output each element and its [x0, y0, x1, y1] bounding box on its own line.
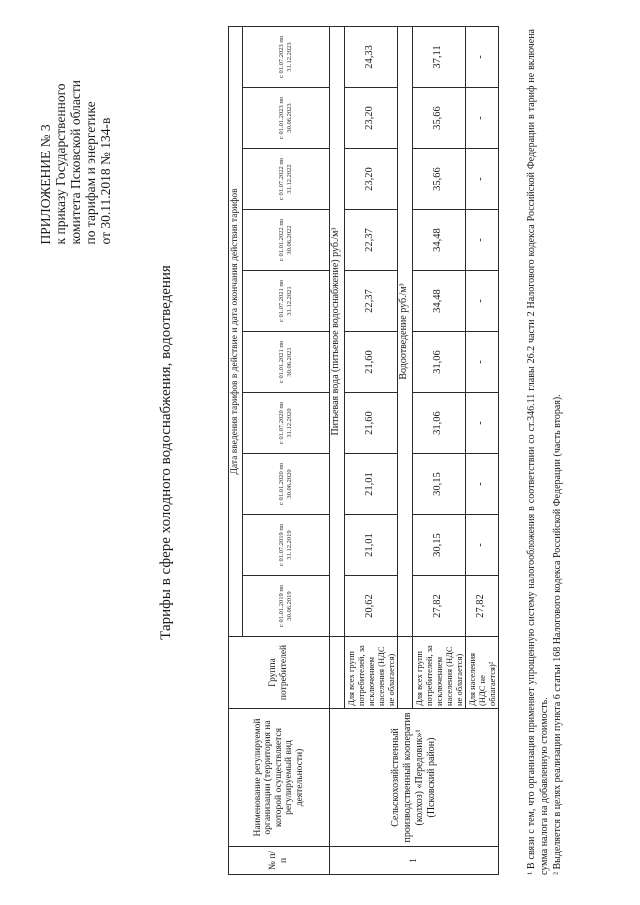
pop-value-2: -: [465, 515, 498, 576]
period-1: с 01.01.2019 по 30.06.2019: [242, 576, 329, 637]
sewer-value-7: 34,48: [412, 210, 465, 271]
period-5: с 01.01.2021 по 30.06.2021: [242, 332, 329, 393]
appendix-line-4: по тарифам и энергетике: [83, 101, 98, 245]
footnote-1: ¹ В связи с тем, что организация применяет упрощенную систему налогообложения в соответствии со ст.346.11 главы 26.2 части 2 Налогового кодекса Российской Федерации в тариф не включена сумма налога на добавленную стоимость.: [526, 29, 550, 875]
sewer-value-2: 30,15: [412, 515, 465, 576]
water-value-3: 21,01: [344, 454, 397, 515]
sewer-value-10: 37,11: [412, 26, 465, 87]
footnotes: [525, 29, 564, 875]
section-drinking-water: Питьевая вода (питьевое водоснабжение) руб./м³: [329, 26, 344, 636]
appendix-line-1: ПРИЛОЖЕНИЕ № 3: [38, 124, 53, 245]
header-consumer-group: Группа потребителей: [229, 637, 330, 709]
water-value-6: 22,37: [344, 271, 397, 332]
water-value-1: 20,62: [344, 576, 397, 637]
period-6: с 01.07.2021 по 31.12.2021: [242, 271, 329, 332]
period-9: с 01.01.2023 по 30.06.2023: [242, 88, 329, 149]
period-4: с 01.07.2020 по 31.12.2020: [242, 393, 329, 454]
pop-value-4: -: [465, 393, 498, 454]
period-7: с 01.01.2022 по 30.06.2022: [242, 210, 329, 271]
footnote-2: ² Выделяется в целях реализации пункта 6 статьи 168 Налогового кодекса Российской Федерации (часть вторая).: [552, 394, 563, 875]
sewer-value-5: 31,06: [412, 332, 465, 393]
group-population-sewer: Для населения (НДС не облагается)²: [465, 637, 498, 709]
pop-value-9: -: [465, 88, 498, 149]
water-value-2: 21,01: [344, 515, 397, 576]
header-dates: Дата введения тарифов в действие и дата окончания действия тарифов: [229, 26, 243, 636]
organization-name: Сельскохозяйственный производственный кооператив (колхоз) «Передовик»¹ (Псковский район): [329, 709, 498, 847]
sewer-value-9: 35,66: [412, 88, 465, 149]
document-title: Тарифы в сфере холодного водоснабжения, водоотведения: [158, 265, 174, 640]
section-sewerage: Водоотведение руб./м³: [397, 26, 412, 636]
section-spacer: [329, 637, 344, 709]
period-2: с 01.07.2019 по 31.12.2019: [242, 515, 329, 576]
water-value-5: 21,60: [344, 332, 397, 393]
section-spacer: [397, 637, 412, 709]
water-value-4: 21,60: [344, 393, 397, 454]
period-10: с 01.07.2023 по 31.12.2023: [242, 26, 329, 87]
header-number: № п/п: [229, 847, 330, 875]
sewer-value-3: 30,15: [412, 454, 465, 515]
period-3: с 01.01.2020 по 30.06.2020: [242, 454, 329, 515]
water-value-10: 24,33: [344, 26, 397, 87]
water-value-7: 22,37: [344, 210, 397, 271]
pop-value-10: -: [465, 26, 498, 87]
sewer-value-4: 31,06: [412, 393, 465, 454]
pop-value-6: -: [465, 271, 498, 332]
group-all-water: Для всех групп потребителей, за исключением населения (НДС не облагается): [344, 637, 397, 709]
pop-value-3: -: [465, 454, 498, 515]
pop-value-7: -: [465, 210, 498, 271]
appendix-header: [38, 80, 113, 244]
sewer-value-8: 35,66: [412, 149, 465, 210]
tariff-table: [228, 26, 499, 875]
water-value-8: 23,20: [344, 149, 397, 210]
row-number: 1: [329, 847, 498, 875]
water-value-9: 23,20: [344, 88, 397, 149]
sewer-value-6: 34,48: [412, 271, 465, 332]
pop-value-1: 27,82: [465, 576, 498, 637]
appendix-line-3: комитета Псковской области: [68, 80, 83, 245]
appendix-line-2: к приказу Государственного: [53, 83, 68, 245]
header-organization: Наименование регулируемой организации (территория на которой осуществляется регулируемый вид деятельности): [229, 709, 330, 847]
pop-value-5: -: [465, 332, 498, 393]
period-8: с 01.07.2022 по 31.12.2022: [242, 149, 329, 210]
sewer-value-1: 27,82: [412, 576, 465, 637]
appendix-line-5: от 30.11.2018 № 134-в: [98, 117, 113, 245]
group-all-sewer: Для всех групп потребителей, за исключением населения (НДС не облагается): [412, 637, 465, 709]
pop-value-8: -: [465, 149, 498, 210]
